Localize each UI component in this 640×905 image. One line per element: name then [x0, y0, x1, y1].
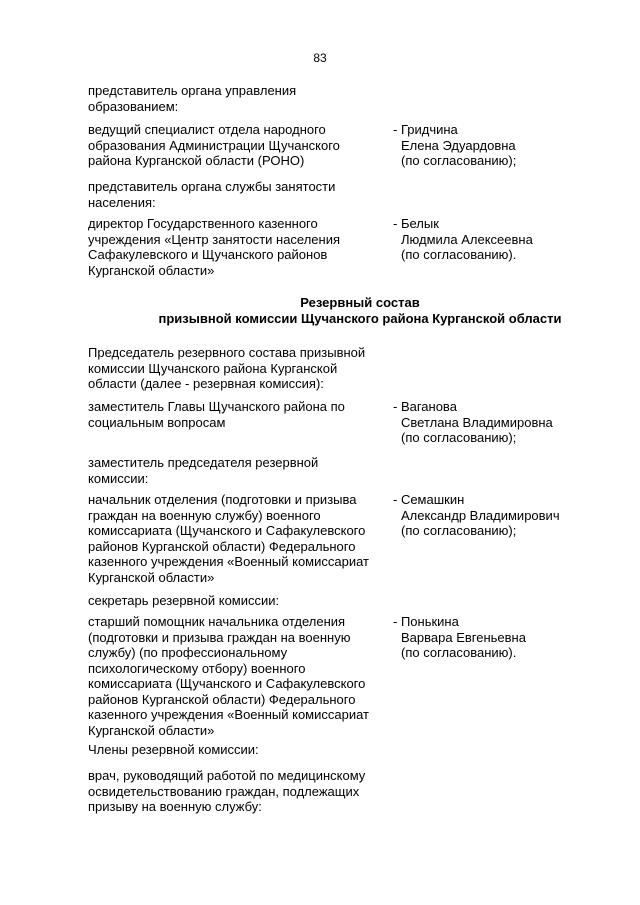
- text-line: - Белык: [393, 216, 439, 231]
- text-line: заместитель председателя резервной: [88, 455, 319, 470]
- text-line: - Понькина: [393, 614, 459, 629]
- text-line: секретарь резервной комиссии:: [88, 593, 280, 608]
- text-line: казенного учреждения «Военный комиссариат: [88, 554, 369, 569]
- text-line: комиссии:: [88, 470, 149, 486]
- text-line: - Гридчина: [393, 122, 458, 137]
- text-line: службу) (по профессиональному: [88, 645, 288, 660]
- text-line: населения:: [88, 194, 156, 210]
- text-line: комиссариата (Щучанского и Сафакулевского: [88, 523, 366, 538]
- text-line: Людмила Алексеевна: [401, 231, 533, 247]
- entry-employment-position: [88, 216, 340, 278]
- entry-deputy-person: [393, 492, 560, 539]
- text-line: (по согласованию);: [401, 430, 517, 445]
- text-line: начальник отделения (подготовки и призыва: [88, 492, 357, 507]
- text-line: ведущий специалист отдела народного: [88, 122, 326, 137]
- entry-doctor-position: [88, 768, 365, 815]
- text-line: представитель органа управления: [88, 83, 297, 98]
- text-line: заместитель Главы Щучанского района по: [88, 399, 345, 414]
- text-line: образования Администрации Щучанского: [88, 137, 340, 153]
- text-line: врач, руководящий работой по медицинскому: [88, 768, 366, 783]
- text-line: старший помощник начальника отделения: [88, 614, 346, 629]
- text-line: Сафакулевского и Щучанского районов: [88, 247, 328, 262]
- text-line: (по согласованию);: [401, 523, 517, 538]
- text-line: психологическому отбору) военного: [88, 660, 306, 676]
- text-line: районов Курганской области) Федерального: [88, 538, 356, 554]
- text-line: Светлана Владимировна: [401, 414, 553, 430]
- text-line: Александр Владимирович: [401, 507, 560, 523]
- text-line: Елена Эдуардовна: [401, 137, 516, 153]
- entry-secretary-position: [88, 614, 369, 738]
- role-secretary: [88, 593, 279, 609]
- entry-education-person: [393, 122, 516, 169]
- text-line: Члены резервной комиссии:: [88, 742, 259, 757]
- title-line-1: Резервный состав: [300, 295, 420, 310]
- role-chair: [88, 345, 365, 392]
- text-line: социальным вопросам: [88, 414, 226, 430]
- role-deputy: [88, 455, 318, 486]
- text-line: директор Государственного казенного: [88, 216, 318, 231]
- text-line: области (далее - резервная комиссия):: [88, 376, 324, 391]
- text-line: Варвара Евгеньевна: [401, 629, 526, 645]
- section-title: [0, 295, 640, 327]
- page-number: 83: [313, 51, 327, 65]
- text-line: - Ваганова: [393, 399, 457, 414]
- text-line: (по согласованию);: [401, 153, 517, 168]
- text-line: комиссариата (Щучанского и Сафакулевского: [88, 676, 366, 691]
- text-line: района Курганской области (РОНО): [88, 153, 305, 168]
- role-members: [88, 742, 259, 758]
- text-line: Курганской области»: [88, 722, 215, 738]
- text-line: районов Курганской области) Федерального: [88, 691, 356, 707]
- text-line: образованием:: [88, 98, 179, 114]
- text-line: граждан на военную службу) военного: [88, 507, 321, 523]
- role-employment: [88, 179, 335, 210]
- text-line: освидетельствованию граждан, подлежащих: [88, 783, 360, 799]
- text-line: Председатель резервного состава призывной: [88, 345, 366, 360]
- text-line: учреждения «Центр занятости населения: [88, 231, 341, 247]
- text-line: представитель органа службы занятости: [88, 179, 336, 194]
- text-line: (по согласованию).: [401, 645, 517, 660]
- text-line: Курганской области»: [88, 569, 215, 585]
- text-line: призыву на военную службу:: [88, 799, 262, 814]
- entry-deputy-position: [88, 492, 369, 585]
- text-line: казенного учреждения «Военный комиссариат: [88, 707, 369, 722]
- title-line-2: призывной комиссии Щучанского района Курганской области: [158, 311, 562, 326]
- entry-secretary-person: [393, 614, 526, 661]
- entry-employment-person: [393, 216, 533, 263]
- text-line: Курганской области»: [88, 262, 215, 278]
- entry-chair-person: [393, 399, 553, 446]
- text-line: (по согласованию).: [401, 247, 517, 262]
- text-line: (подготовки и призыва граждан на военную: [88, 629, 351, 645]
- text-line: комиссии Щучанского района Курганской: [88, 360, 338, 376]
- entry-chair-position: [88, 399, 345, 430]
- role-education: [88, 83, 296, 114]
- text-line: - Семашкин: [393, 492, 465, 507]
- entry-education-position: [88, 122, 340, 169]
